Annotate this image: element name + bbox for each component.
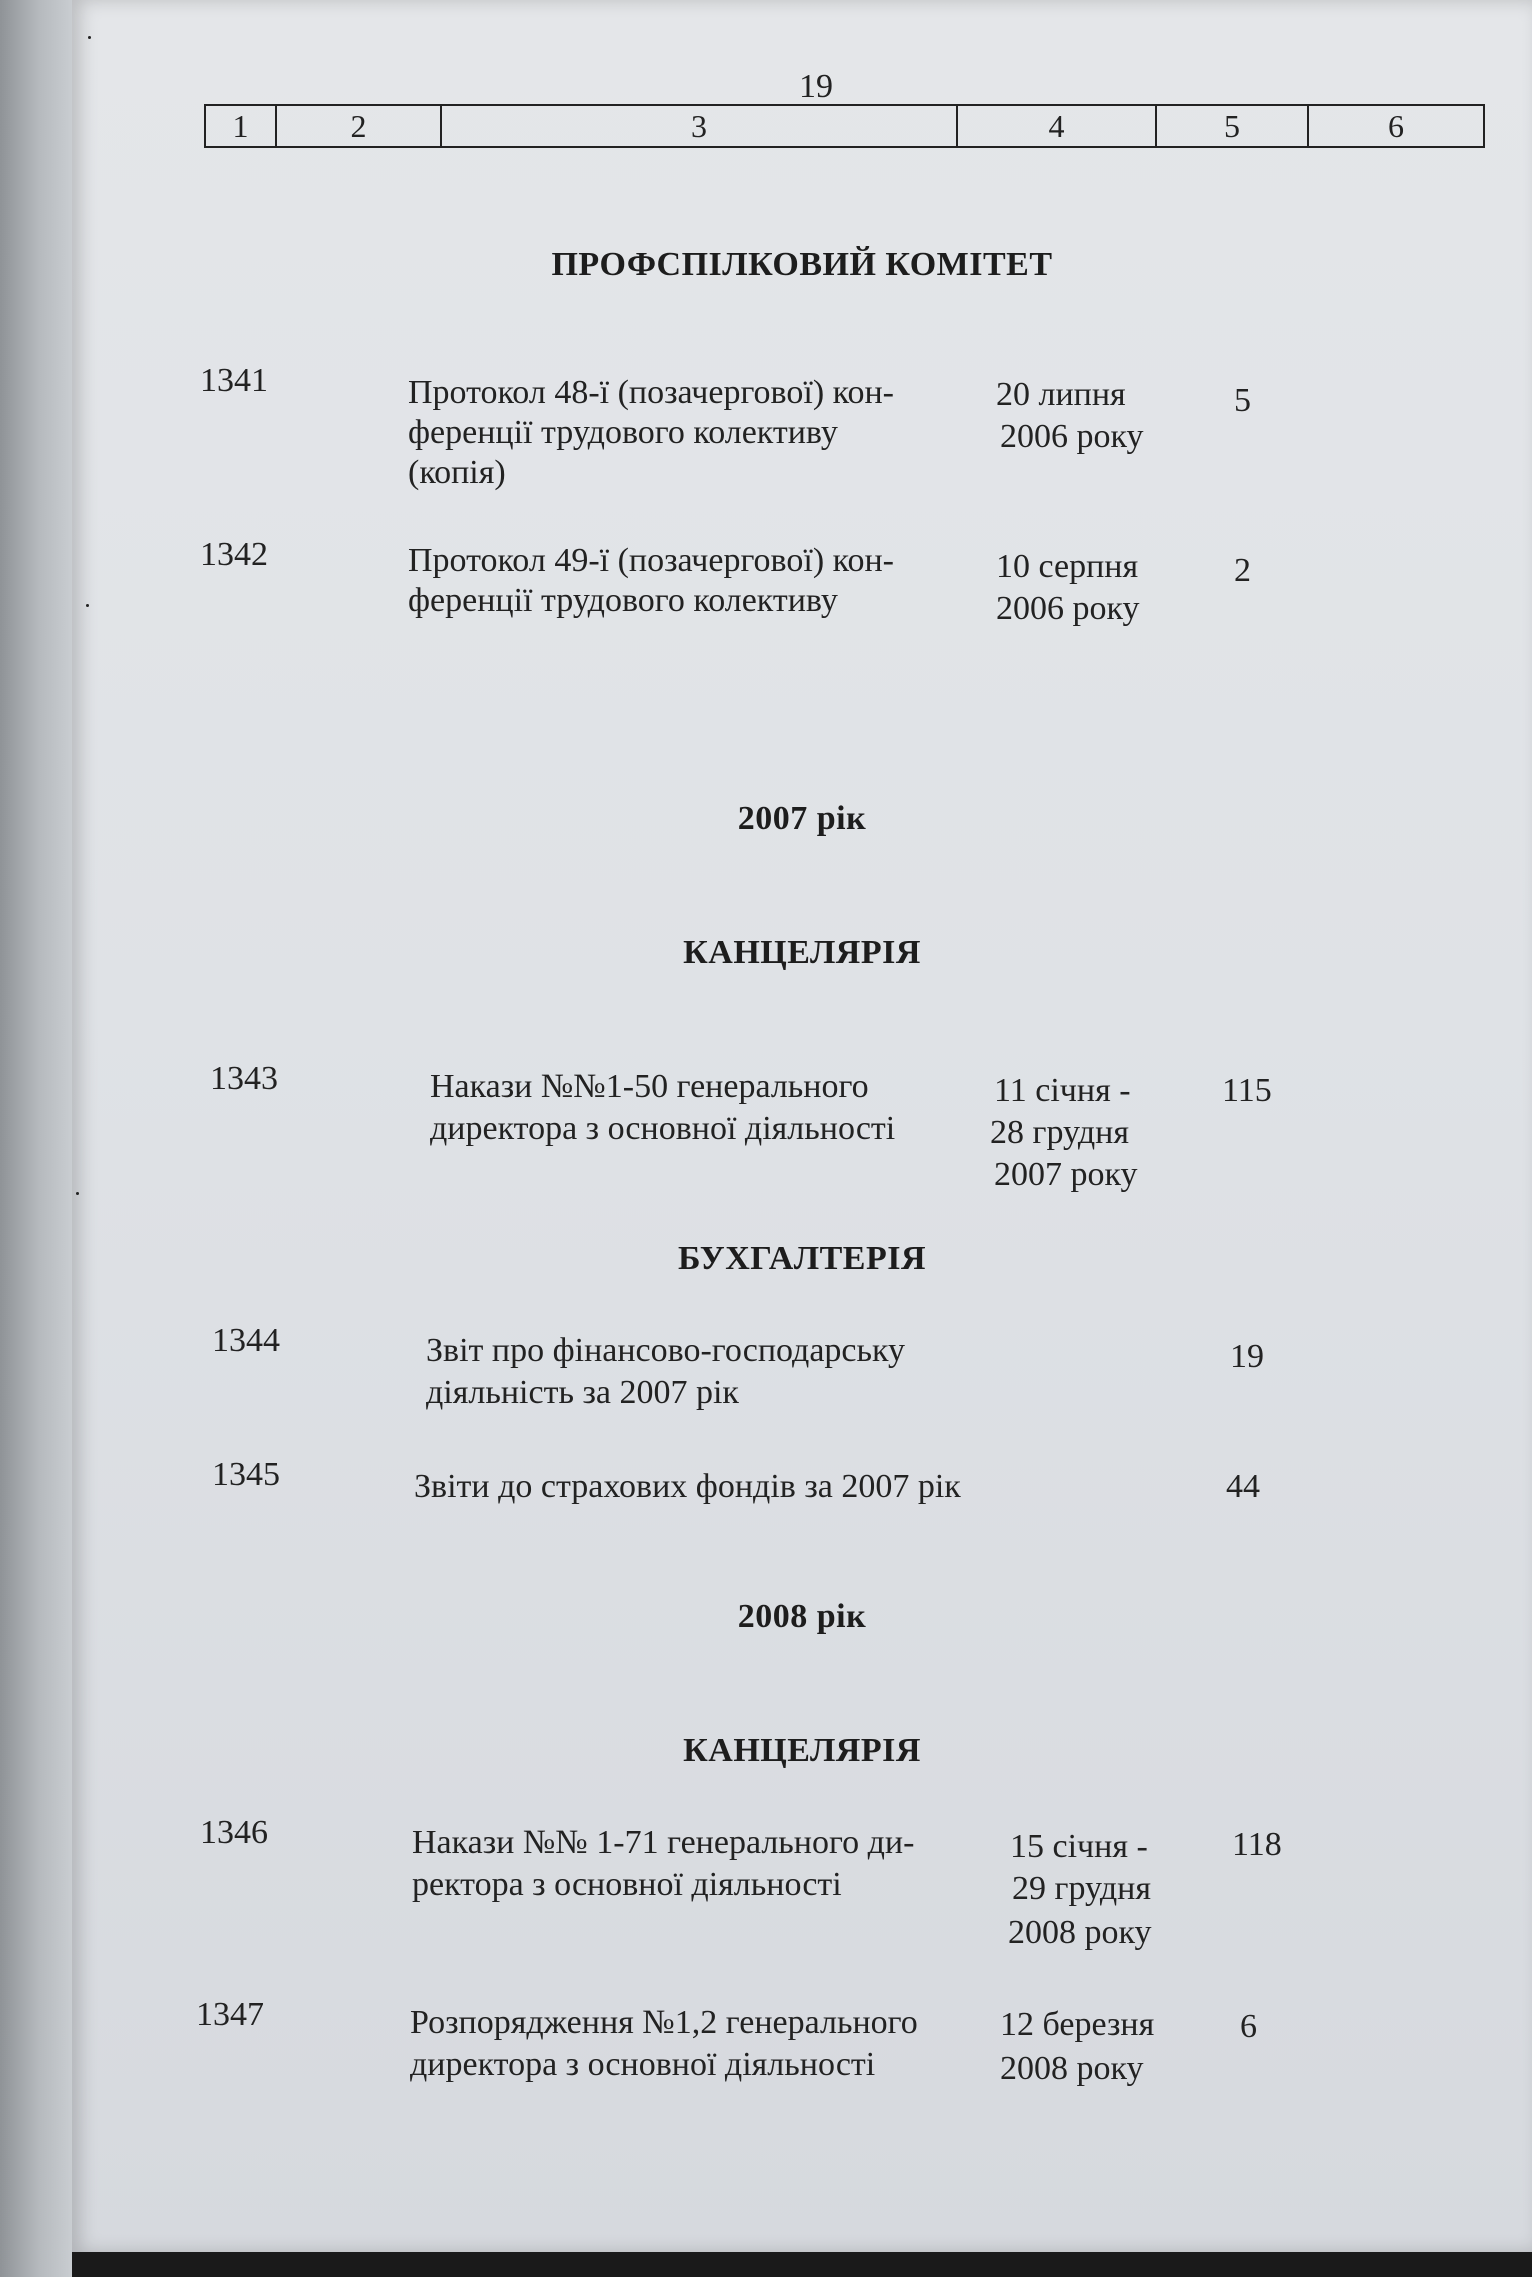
entry-page-count: 6 [1240, 2008, 1257, 2045]
entry-date-line: 11 січня - [994, 1072, 1131, 1109]
speck [86, 604, 89, 607]
entry-description-line: (копія) [408, 454, 506, 491]
entry-date-line: 29 грудня [1012, 1870, 1151, 1907]
entry-number: 1342 [200, 536, 268, 573]
page-number: 19 [799, 68, 833, 105]
entry-page-count: 44 [1226, 1468, 1260, 1505]
entry-description-line: директора з основної діяльності [410, 2046, 876, 2083]
entry-number: 1346 [200, 1814, 268, 1851]
entry-page-count: 5 [1234, 382, 1251, 419]
entry-date-line: 2007 року [994, 1156, 1138, 1193]
entry-date-line: 2008 року [1000, 2050, 1144, 2087]
entry-description-line: ректора з основної діяльності [412, 1866, 842, 1903]
book-spine-shadow [0, 0, 72, 2277]
speck [88, 36, 91, 39]
entry-description-line: Звіт про фінансово-господарську [426, 1332, 906, 1369]
entry-description-line: ференції трудового колективу [408, 414, 838, 451]
entry-date-line: 12 березня [1000, 2006, 1155, 2043]
entry-description-line: Накази №№ 1-71 генерального ди- [412, 1824, 915, 1861]
col-header-5: 5 [1157, 106, 1309, 146]
speck [76, 1192, 79, 1195]
entry-description-line: Накази №№1-50 генерального [430, 1068, 869, 1105]
entry-description-line: Розпорядження №1,2 генерального [410, 2004, 918, 2041]
column-number-header [204, 104, 1485, 148]
entry-date-line: 10 серпня [996, 548, 1139, 585]
entry-number: 1344 [212, 1322, 280, 1359]
entry-description-line: Протокол 49-ї (позачергової) кон- [408, 542, 894, 579]
document-page [72, 0, 1532, 2252]
entry-page-count: 118 [1232, 1826, 1282, 1863]
entry-description-line: Звіти до страхових фондів за 2007 рік [414, 1468, 961, 1505]
bottom-shadow [72, 2252, 1532, 2277]
entry-date-line: 28 грудня [990, 1114, 1129, 1151]
entry-number: 1341 [200, 362, 268, 399]
entry-page-count: 19 [1230, 1338, 1264, 1375]
entry-number: 1343 [210, 1060, 278, 1097]
entry-date-line: 2008 року [1008, 1914, 1152, 1951]
section-heading-kanc-2007: КАНЦЕЛЯРІЯ [683, 934, 921, 971]
entry-description-line: ференції трудового колективу [408, 582, 838, 619]
entry-description-line: діяльність за 2007 рік [426, 1374, 739, 1411]
col-header-2: 2 [277, 106, 442, 146]
entry-page-count: 115 [1222, 1072, 1272, 1109]
entry-date-line: 2006 року [1000, 418, 1144, 455]
entry-description-line: Протокол 48-ї (позачергової) кон- [408, 374, 894, 411]
section-heading-buh-2007: БУХГАЛТЕРІЯ [677, 1240, 926, 1277]
year-heading-2008: 2008 рік [737, 1598, 867, 1635]
col-header-3: 3 [442, 106, 958, 146]
entry-number: 1347 [196, 1996, 264, 2033]
col-header-4: 4 [958, 106, 1157, 146]
col-header-1: 1 [206, 106, 277, 146]
year-heading-2007: 2007 рік [737, 800, 867, 837]
col-header-6: 6 [1388, 107, 1404, 144]
entry-description-line: директора з основної діяльності [430, 1110, 896, 1147]
section-heading-kanc-2008: КАНЦЕЛЯРІЯ [683, 1732, 921, 1769]
entry-date-line: 2006 року [996, 590, 1140, 627]
section-heading-profcom: ПРОФСПІЛКОВИЙ КОМІТЕТ [551, 246, 1053, 283]
entry-date-line: 20 липня [996, 376, 1126, 413]
entry-number: 1345 [212, 1456, 280, 1493]
entry-page-count: 2 [1234, 552, 1251, 589]
entry-date-line: 15 січня - [1010, 1828, 1148, 1865]
